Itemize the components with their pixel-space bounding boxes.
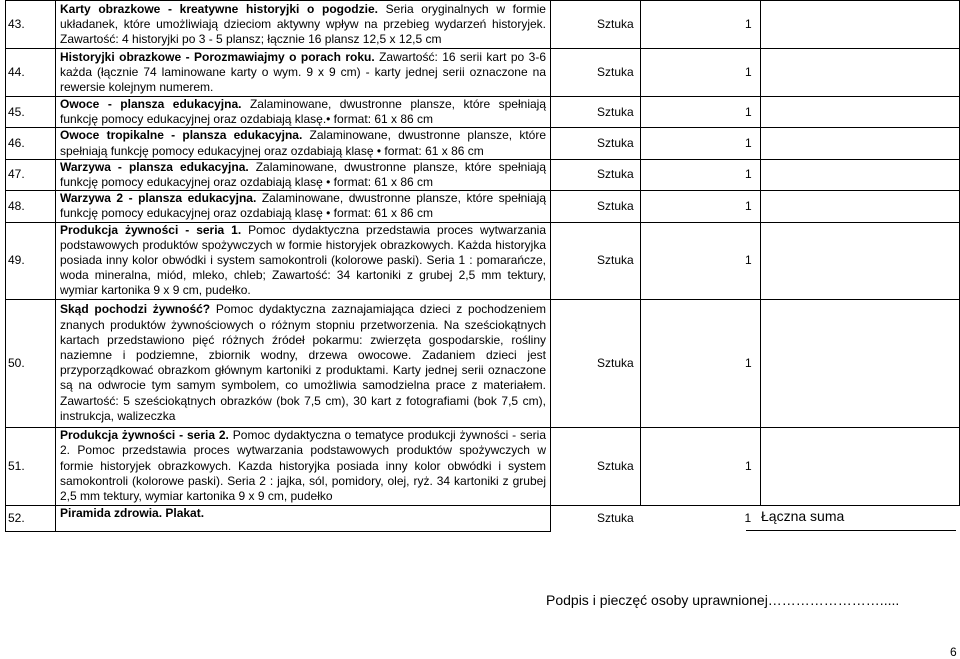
row-price-cell bbox=[761, 128, 960, 159]
row-price-cell bbox=[761, 299, 960, 427]
table-row bbox=[6, 159, 960, 190]
row-title: Piramida zdrowia. Plakat. bbox=[60, 505, 205, 520]
row-description bbox=[56, 1, 551, 49]
row-number: 52. bbox=[6, 505, 56, 531]
row-unit: Sztuka bbox=[551, 222, 641, 299]
row-unit: Sztuka bbox=[551, 49, 641, 97]
row-text: Seria oryginalnych w formie układanek, które umożliwiają dzieciom aktywny wpływ na przebieg wydarzeń historyjek. Zawartość: 4 historyjki po 3 - 5 plansz; łącznie 16 plansz 12,5 x 12,5 cm bbox=[60, 1, 546, 47]
row-quantity: 1 bbox=[641, 49, 761, 97]
row-quantity: 1 bbox=[744, 510, 752, 525]
row-price-cell bbox=[761, 1, 960, 49]
row-price-cell bbox=[761, 49, 960, 97]
row-title: Warzywa - plansza edukacyjna. bbox=[60, 159, 249, 174]
row-quantity: 1 bbox=[641, 128, 761, 159]
row-unit: Sztuka bbox=[551, 1, 641, 49]
row-description bbox=[56, 222, 551, 299]
page-number: 6 bbox=[950, 645, 957, 659]
row-quantity: 1 bbox=[641, 299, 761, 427]
row-number: 50. bbox=[6, 299, 56, 427]
row-quantity: 1 bbox=[641, 97, 761, 128]
row-description bbox=[56, 159, 551, 190]
table-row bbox=[6, 222, 960, 299]
row-quantity: 1 bbox=[641, 427, 761, 505]
row-text: Pomoc dydaktyczna o tematyce produkcji żywności - seria 2. Pomoc przedstawia proces wytwarzania podstawowych produktów spożywczych w formie historyjek obrazkowych. Kazda historyjka posiada inny kolor obwódki i system samokontroli (kolorowe paski). Seria 2 : jajka, sól, pomidory, olej, ryż. 34 kartoniki z grubej 2,5 mm tektury, wymiar kartonika 9 x 9 cm, pudełko bbox=[60, 428, 546, 503]
table-row bbox=[6, 1, 960, 49]
signature-label: Podpis i pieczęć osoby uprawnionej……………………..... bbox=[546, 592, 900, 608]
table-row bbox=[6, 128, 960, 159]
row-unit: Sztuka bbox=[551, 159, 641, 190]
row-description bbox=[56, 49, 551, 97]
row-description bbox=[56, 505, 551, 531]
row-text: Zalaminowane, dwustronne plansze, które spełniają funkcję pomocy edukacyjnej oraz ozdabiają klasę • format: 61 x 86 cm bbox=[60, 128, 546, 158]
row-description bbox=[56, 97, 551, 128]
row-price-cell bbox=[761, 191, 960, 222]
row-text: Zawartość: 16 serii kart po 3-6 każda (łącznie 74 laminowane karty o wym. 9 x 9 cm) - karty jednej serii oznaczone na rewersie kolejnym numerem. bbox=[60, 49, 546, 95]
total-label: Łączna suma bbox=[761, 508, 845, 524]
row-number: 49. bbox=[6, 222, 56, 299]
row-number: 44. bbox=[6, 49, 56, 97]
row-number: 45. bbox=[6, 97, 56, 128]
row-number: 43. bbox=[6, 1, 56, 49]
row-title: Produkcja żywności - seria 1. bbox=[60, 222, 242, 237]
row-price-cell bbox=[761, 159, 960, 190]
row-text: Pomoc dydaktyczna przedstawia proces wytwarzania podstawowych produktów spożywczych w formie historyjek obrazkowych. Każda historyjka posiada inny kolor obwódki i system samokontroli (kolorowe paski). Seria 1 : pomarańcze, woda mineralna, miód, mleko, chleb; Zawartość: 34 kartoniki z grubej 2,5 mm tektury, wymiar kartonika 9 x 9 cm, pudełko. bbox=[60, 222, 547, 298]
row-quantity: 1 bbox=[641, 222, 761, 299]
row-quantity: 1 bbox=[641, 159, 761, 190]
table-row bbox=[6, 97, 960, 128]
row-description bbox=[56, 299, 551, 427]
row-text: Pomoc dydaktyczna zaznajamiająca dzieci z pochodzeniem znanych produktów żywnościowych o różnym stopniu przetworzenia. Na sześciokątnych kartach przedstawiono pięć różnych źródeł pokarmu: zwierzęta gospodarskie, rośliny naziemne i podziemne, zbiornik wodny, drzewa owocowe. Zadaniem dzieci jest przyporządkować obrazkom głównym kartoniki z produktami. Karty jednej serii oznaczone są na odwrocie tym samym symbolem, co umożliwia samodzielna prace z materiałem. Zawartość: 5 sześciokątnych obrazków (bok 7,5 cm), 30 kart z fotografiami (bok 7,5 cm), instrukcja, walizeczka bbox=[60, 302, 546, 423]
row-text: Zalaminowane, dwustronne plansze, które spełniają funkcję pomocy edukacyjnej oraz ozdabiają klasę • format: 61 x 86 cm bbox=[60, 159, 546, 190]
row-quantity: 1 bbox=[641, 1, 761, 49]
row-unit: Sztuka bbox=[551, 191, 641, 222]
total-underline bbox=[746, 530, 956, 531]
row-unit: Sztuka bbox=[551, 97, 641, 128]
table-row bbox=[6, 191, 960, 222]
row-text: Zalaminowane, dwustronne plansze, które spełniają funkcję pomocy edukacyjnej oraz ozdabiają klasę • format: 61 x 86 cm bbox=[60, 191, 546, 221]
table-row bbox=[6, 299, 960, 427]
row-unit: Sztuka bbox=[597, 510, 634, 525]
row-number: 48. bbox=[6, 191, 56, 222]
row-price-cell bbox=[761, 427, 960, 505]
items-table bbox=[5, 0, 960, 532]
row-price-cell bbox=[761, 97, 960, 128]
row-title: Historyjki obrazkowe - Porozmawiajmy o porach roku. bbox=[60, 49, 375, 64]
row-title: Karty obrazkowe - kreatywne historyjki o pogodzie. bbox=[60, 1, 378, 16]
row-unit: Sztuka bbox=[551, 299, 641, 427]
row-number: 46. bbox=[6, 128, 56, 159]
table-row bbox=[6, 49, 960, 97]
row-title: Owoce - plansza edukacyjna. bbox=[60, 97, 242, 111]
row-number: 51. bbox=[6, 427, 56, 505]
row-title: Skąd pochodzi żywność? bbox=[60, 302, 211, 317]
row-unit: Sztuka bbox=[551, 128, 641, 159]
row-description bbox=[56, 427, 551, 505]
table-row bbox=[6, 427, 960, 505]
row-number: 47. bbox=[6, 159, 56, 190]
row-title: Produkcja żywności - seria 2. bbox=[60, 428, 229, 443]
row-unit: Sztuka bbox=[551, 427, 641, 505]
row-description bbox=[56, 191, 551, 222]
row-title: Owoce tropikalne - plansza edukacyjna. bbox=[60, 128, 303, 143]
row-quantity: 1 bbox=[641, 191, 761, 222]
row-price-cell bbox=[761, 222, 960, 299]
row-description bbox=[56, 128, 551, 159]
row-text: Zalaminowane, dwustronne plansze, które spełniają funkcję pomocy edukacyjnej oraz ozdabiają klasę.• format: 61 x 86 cm bbox=[60, 97, 547, 127]
row-title: Warzywa 2 - plansza edukacyjna. bbox=[60, 191, 257, 206]
